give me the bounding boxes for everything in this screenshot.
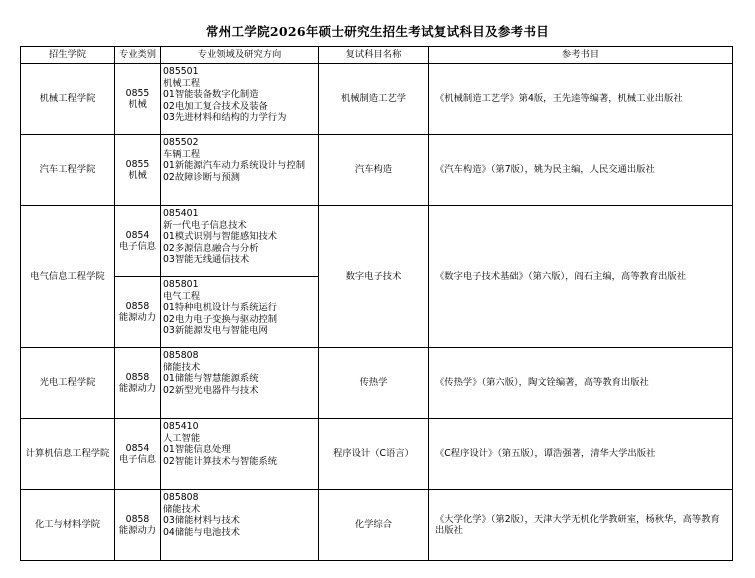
category-code: 0854 [125, 229, 150, 241]
category-code: 0854 [125, 442, 150, 454]
table-row [21, 206, 733, 277]
direction-line: 电气工程 [163, 290, 201, 302]
table-row [21, 490, 733, 561]
category-code: 0855 [125, 158, 150, 170]
category-cell [115, 419, 161, 490]
direction-line: 03储能材料与技术 [163, 515, 240, 526]
direction-code: 085501 [163, 66, 199, 77]
category-code: 0858 [125, 513, 150, 525]
subject-cell: 化学综合 [319, 490, 429, 561]
direction-line: 02新型光电器件与技术 [163, 384, 259, 396]
category-name: 机械 [128, 99, 147, 110]
direction-cell [161, 490, 319, 561]
direction-line: 新一代电子信息技术 [163, 219, 247, 231]
direction-line: 02智能计算技术与智能系统 [163, 455, 278, 467]
table-row [21, 135, 733, 206]
category-code: 0858 [125, 300, 150, 312]
direction-cell [161, 419, 319, 490]
direction-code: 085401 [163, 208, 199, 219]
direction-cell [161, 277, 319, 348]
college-cell: 计算机信息工程学院 [21, 419, 115, 490]
direction-cell [161, 348, 319, 419]
direction-line: 储能技术 [163, 361, 201, 373]
subject-cell: 数字电子技术 [319, 206, 429, 348]
direction-code: 085410 [163, 421, 199, 432]
category-cell [115, 348, 161, 419]
direction-line: 02电加工复合技术及装备 [163, 100, 268, 112]
direction-line: 机械工程 [163, 77, 201, 89]
category-cell [115, 135, 161, 206]
direction-line: 02故障诊断与预测 [163, 171, 240, 183]
category-name: 电子信息 [118, 241, 157, 252]
reference-cell: 《汽车构造》（第7版），姚为民主编，人民交通出版社 [429, 135, 733, 206]
table-row [21, 419, 733, 490]
category-name: 机械 [128, 170, 147, 181]
reference-cell: 《数字电子技术基础》（第六版），阎石主编，高等教育出版社 [429, 206, 733, 348]
reference-cell: 《传热学》（第六版），陶文铨编著，高等教育出版社 [429, 348, 733, 419]
reference-cell: 《大学化学》（第2版），天津大学无机化学教研室，杨秋华，高等教育出版社 [429, 490, 733, 561]
direction-line: 车辆工程 [163, 148, 201, 160]
header-direction: 专业领域及研究方向 [161, 47, 319, 64]
page-title: 常州工学院2026年硕士研究生招生考试复试科目及参考书目 [205, 24, 550, 39]
direction-line: 01智能装备数字化制造 [163, 89, 259, 100]
direction-line: 01储能与智慧能源系统 [163, 373, 259, 384]
subject-cell: 机械制造工艺学 [319, 64, 429, 135]
subject-cell: 程序设计（C语言） [319, 419, 429, 490]
subject-cell: 汽车构造 [319, 135, 429, 206]
category-cell [115, 64, 161, 135]
direction-line: 01特种电机设计与系统运行 [163, 302, 278, 313]
direction-cell [161, 206, 319, 277]
direction-line: 04储能与电池技术 [163, 526, 240, 538]
category-code: 0855 [125, 87, 150, 99]
direction-line: 02电力电子变换与驱动控制 [163, 313, 278, 325]
direction-line: 储能技术 [163, 503, 201, 515]
direction-line: 03先进材料和结构的力学行为 [163, 112, 287, 123]
table-row [21, 348, 733, 419]
category-cell [115, 490, 161, 561]
subject-cell: 传热学 [319, 348, 429, 419]
direction-code: 085801 [163, 279, 199, 290]
category-name: 能源动力 [118, 525, 157, 536]
header-category: 专业类别 [115, 47, 161, 64]
direction-line: 01智能信息处理 [163, 444, 231, 455]
college-cell: 电气信息工程学院 [21, 206, 115, 348]
category-cell [115, 277, 161, 348]
reference-cell: 《机械制造工艺学》第4版，王先逵等编著，机械工业出版社 [429, 64, 733, 135]
college-cell: 汽车工程学院 [21, 135, 115, 206]
header-college: 招生学院 [21, 47, 115, 64]
direction-cell [161, 135, 319, 206]
direction-code: 085502 [163, 137, 199, 148]
direction-line: 02多源信息融合与分析 [163, 242, 259, 254]
direction-code: 085808 [163, 492, 199, 503]
category-name: 能源动力 [118, 383, 157, 394]
category-name: 能源动力 [118, 312, 157, 323]
direction-line: 人工智能 [163, 432, 201, 444]
header-reference: 参考书目 [429, 47, 733, 64]
direction-line: 03智能无线通信技术 [163, 254, 250, 265]
header-subject: 复试科目名称 [319, 47, 429, 64]
header-row [21, 47, 733, 64]
college-cell: 光电工程学院 [21, 348, 115, 419]
college-cell: 化工与材料学院 [21, 490, 115, 561]
category-name: 电子信息 [118, 454, 157, 465]
category-cell [115, 206, 161, 277]
direction-cell [161, 64, 319, 135]
exam-subjects-table [20, 46, 733, 561]
table-row [21, 64, 733, 135]
direction-line: 01模式识别与智能感知技术 [163, 231, 278, 242]
direction-code: 085808 [163, 350, 199, 361]
direction-line: 03新能源发电与智能电网 [163, 325, 268, 336]
college-cell: 机械工程学院 [21, 64, 115, 135]
category-code: 0858 [125, 371, 150, 383]
reference-cell: 《C程序设计》（第五版），谭浩强著，清华大学出版社 [429, 419, 733, 490]
direction-line: 01新能源汽车动力系统设计与控制 [163, 160, 305, 171]
